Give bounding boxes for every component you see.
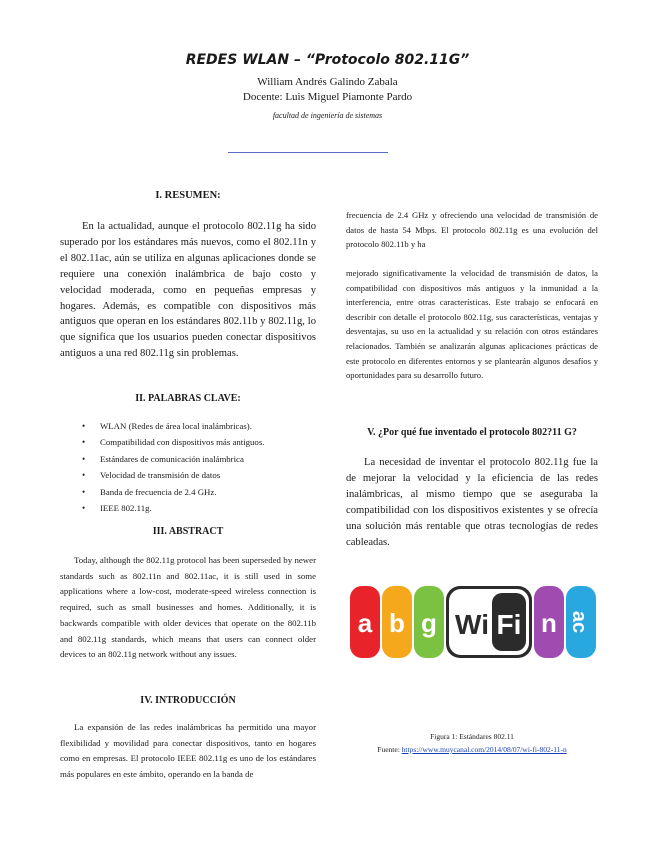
logo-letter-g — [414, 586, 444, 658]
keywords-heading: II. PALABRAS CLAVE: — [135, 393, 241, 404]
intro-continued-text-2: mejorado significativamente la velocidad de transmisión de datos, la compatibilidad con dispositivos más antiguos y la inmunidad a la interferencia, entre otras características. Este trabajo se enfocará en describir con detalle el protocolo 802.11g, sus características, ventajas y desventajas, su uso en la actualidad y su relación con otros estándares relacionados. También se analizarán algunas aplicaciones prácticas de este protocolo en diferentes entornos y se plantearán algunos desafíos y oportunidades para su desarrollo futuro. — [346, 268, 598, 381]
abstract-heading: III. ABSTRACT — [152, 526, 224, 537]
figure-source-link[interactable]: https://www.muycanal.com/2014/08/07/wi-fi-802-11-n — [401, 745, 567, 754]
author-name: William Andrés Galindo Zabala — [257, 76, 398, 88]
keyword-item: • IEEE 802.11g. — [82, 500, 302, 516]
svg-text:n: n — [541, 608, 557, 638]
figure-source — [346, 745, 598, 754]
logo-wifi-center — [446, 586, 532, 658]
logo-letter-ac — [566, 586, 596, 658]
faculty-name: facultad de ingeniería de sistemas — [272, 111, 383, 120]
figure-source-prefix: Fuente: — [377, 745, 402, 754]
svg-text:Fi: Fi — [496, 609, 522, 640]
svg-text:ac: ac — [568, 610, 590, 634]
abstract-text: Today, although the 802.11g protocol has been superseded by newer standards such as 802.11n and 802.11ac, it is still used in some applications where a low-cost, moderate-speed wireless connection is required, such as small businesses and homes. Additionally, it is backwards compatible with older devices that operate on the 802.11b and 802.11g standards, which means that users can connect older devices to an 802.11g network without any issues. — [60, 555, 316, 660]
keyword-item: • Estándares de comunicación inalámbrica — [82, 451, 302, 467]
introduccion-heading: IV. INTRODUCCIÓN — [140, 695, 236, 706]
why-heading: V. ¿Por qué fue inventado el protocolo 802?11 G? — [367, 427, 577, 438]
keyword-item: • Velocidad de transmisión de datos — [82, 467, 302, 483]
why-text: La necesidad de inventar el protocolo 802.11g fue la de mejorar la velocidad y la eficiencia de las redes inalámbricas, al mismo tiempo que se aseguraba la compatibilidad con los dispositivos existentes y se ofrecía una solución más rentable que otras tecnologías de redes cableadas. — [346, 457, 598, 548]
right-column — [346, 0, 598, 848]
teacher-name: Docente: Luis Miguel Piamonte Pardo — [242, 91, 413, 103]
logo-letter-b — [382, 586, 412, 658]
paper-title: REDES WLAN – “Protocolo 802.11G” — [185, 52, 470, 68]
wifi-standards-logo — [346, 582, 598, 662]
intro-continued-text: frecuencia de 2.4 GHz y ofreciendo una velocidad de transmisión de datos de hasta 54 Mbps. El protocolo 802.11g es una evolución del protocolo 802.11b y ha — [346, 210, 598, 250]
svg-text:b: b — [389, 608, 405, 638]
logo-letter-a — [350, 586, 380, 658]
keyword-item: • WLAN (Redes de área local inalámbricas). — [82, 418, 302, 434]
keywords-list — [82, 418, 302, 516]
svg-text:g: g — [421, 608, 437, 638]
svg-text:a: a — [357, 608, 373, 638]
logo-letter-n — [534, 586, 564, 658]
introduccion-text: La expansión de las redes inalámbricas ha permitido una mayor flexibilidad y movilidad para conectar dispositivos, tanto en hogares como en empresas. El protocolo IEEE 802.11g es uno de los estándares más populares en este ámbito, operando en la banda de — [60, 722, 316, 780]
resumen-heading: I. RESUMEN: — [155, 190, 221, 201]
keyword-item: • Banda de frecuencia de 2.4 GHz. — [82, 484, 302, 500]
svg-text:Wi: Wi — [455, 609, 489, 640]
keyword-item: • Compatibilidad con dispositivos más antiguos. — [82, 434, 302, 450]
resumen-text: En la actualidad, aunque el protocolo 802.11g ha sido superado por los estándares más nuevos, como el 802.11n y el 802.11ac, aún se utiliza en algunas aplicaciones donde se requiere una conexión inalámbrica de bajo costo y velocidad moderada, como en pequeñas empresas y hogares. Además, es compatible con dispositivos más antiguos que operan en los estándares 802.11b y 802.11g, lo que significa que los usuarios pueden conectar dispositivos antiguos a una red 802.11g sin problemas. — [60, 221, 316, 360]
left-column — [60, 0, 316, 848]
figure-caption: Figura 1: Estándares 802.11 — [430, 732, 514, 741]
